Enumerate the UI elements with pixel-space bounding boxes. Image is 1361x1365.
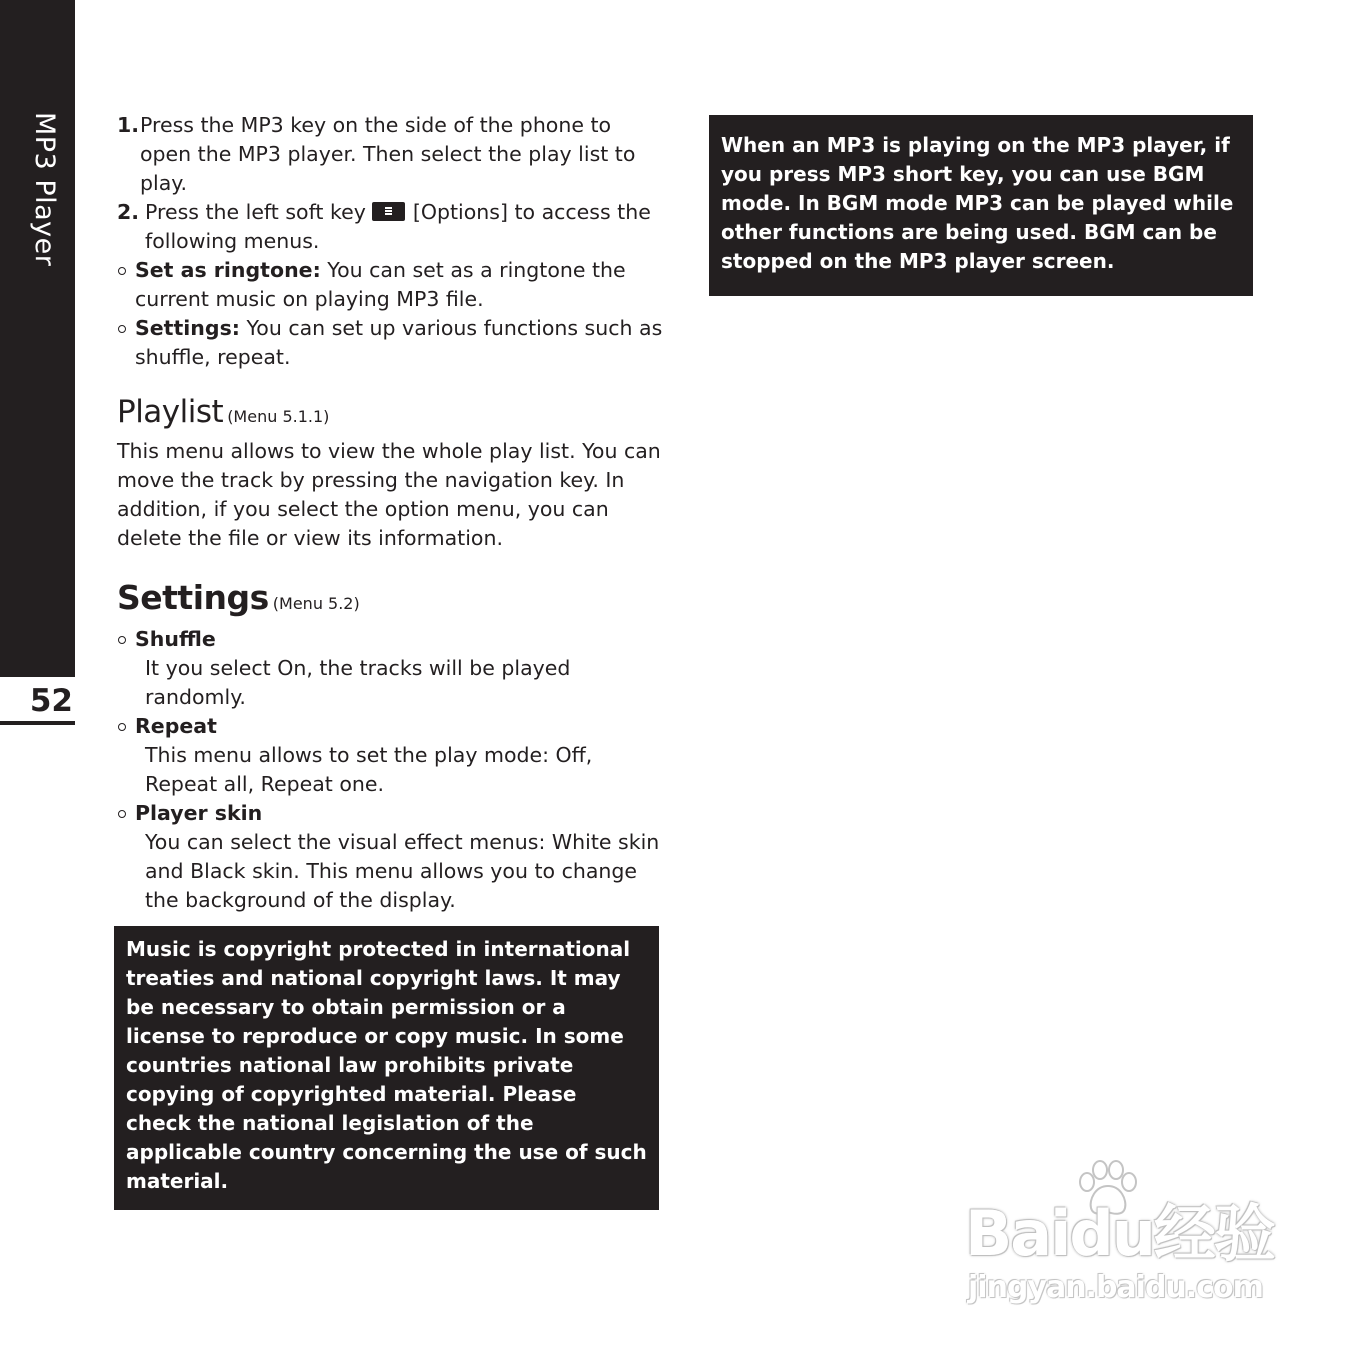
option-text: You can set up various functions such as shuffle, repeat. [135, 316, 663, 369]
settings-heading [117, 577, 665, 625]
bullet-circle-icon [118, 636, 126, 644]
step-item [117, 198, 665, 256]
setting-text: This menu allows to set the play mode: Off, Repeat all, Repeat one. [145, 743, 593, 796]
page-number-rule [0, 721, 75, 725]
option-term: Settings: [135, 316, 240, 340]
baidu-watermark [965, 1160, 1280, 1310]
setting-text: You can select the visual effect menus: White skin and Black skin. This menu allows you to change the background of the display. [145, 830, 660, 912]
bgm-notice-text: When an MP3 is playing on the MP3 player, if you press MP3 short key, you can use BGM mode. In BGM mode MP3 can be played while other functions are being used. BGM can be stopped on the MP3 player screen. [721, 133, 1234, 273]
settings-list [117, 625, 665, 915]
bgm-notice-box [709, 115, 1253, 296]
bullet-circle-icon [118, 723, 126, 731]
bullet-circle-icon [118, 810, 126, 818]
option-text: You can set as a ringtone the current music on playing MP3 file. [135, 258, 626, 311]
steps-list [117, 111, 665, 372]
step-text-after: [Options] to access the following menus. [145, 200, 651, 253]
setting-term: Shuffle [135, 627, 216, 651]
step-number: 2. [117, 200, 140, 224]
step-text-before: Press the left soft key [145, 200, 366, 224]
playlist-heading [117, 392, 665, 437]
step-text [145, 198, 665, 256]
section-side-tab [0, 0, 75, 677]
step-text: Press the MP3 key on the side of the phone to open the MP3 player. Then select the play list to play. [140, 113, 636, 195]
options-softkey-icon [372, 202, 405, 221]
setting-term: Repeat [135, 714, 217, 738]
bullet-circle-icon [118, 325, 126, 333]
step-number: 1. [117, 113, 140, 137]
option-term: Set as ringtone: [135, 258, 321, 282]
playlist-description: This menu allows to view the whole play list. You can move the track by pressing the navigation key. In addition, if you select the option menu, you can delete the file or view its information. [117, 439, 661, 550]
option-bullet [117, 256, 665, 314]
setting-text: It you select On, the tracks will be played randomly. [145, 656, 571, 709]
watermark-url: jingyan.baidu.com [968, 1270, 1263, 1305]
step-item [117, 111, 665, 198]
copyright-notice-text: Music is copyright protected in international treaties and national copyright laws. It may be necessary to obtain permission or a license to reproduce or copy music. In some countries national law prohibits private copying of copyrighted material. Please check the national legislation of the applicable country concerning the use of such material. [126, 937, 647, 1193]
playlist-title: Playlist [117, 394, 224, 430]
copyright-notice-box [114, 926, 659, 1210]
watermark-brand: Baidu经验 [965, 1197, 1274, 1270]
option-bullet [117, 314, 665, 372]
bullet-circle-icon [118, 267, 126, 275]
setting-term: Player skin [135, 801, 263, 825]
setting-item [117, 799, 665, 915]
settings-title: Settings [117, 578, 269, 617]
playlist-menu-ref: (Menu 5.1.1) [227, 407, 330, 426]
section-title: MP3 Player [29, 112, 60, 267]
setting-item [117, 712, 665, 799]
page-number: 52 [29, 683, 73, 719]
settings-menu-ref: (Menu 5.2) [272, 594, 360, 613]
setting-item [117, 625, 665, 712]
left-column [117, 111, 665, 915]
